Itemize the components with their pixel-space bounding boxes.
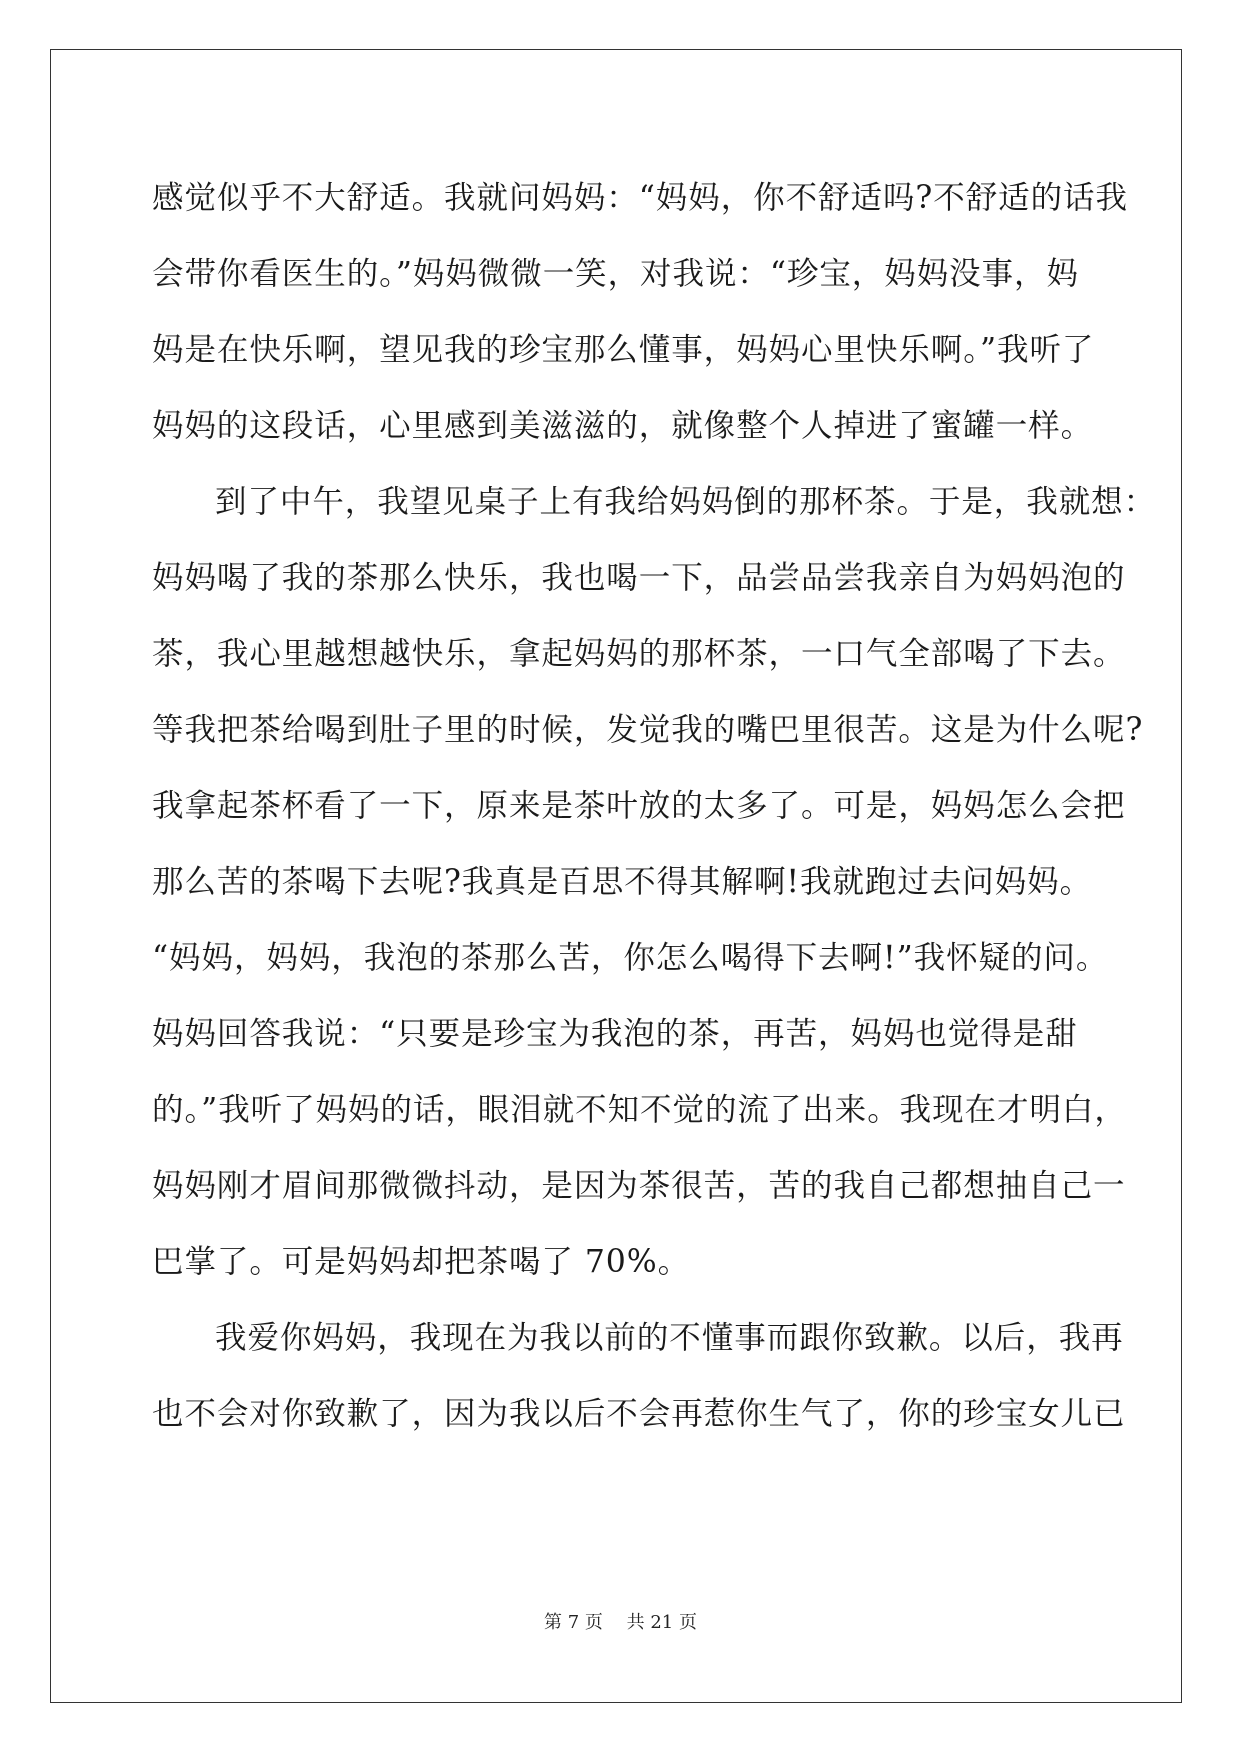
page-number-footer: 第 7 页 共 21 页 [544, 1612, 697, 1633]
text-line: 妈妈回答我说：“只要是珍宝为我泡的茶，再苦，妈妈也觉得是甜 [152, 1016, 1078, 1052]
text-line: 也不会对你致歉了，因为我以后不会再惹你生气了，你的珍宝女儿已 [152, 1396, 1126, 1432]
paragraph-first-line: 到了中午，我望见桌子上有我给妈妈倒的那杯茶。于是，我就想： [215, 484, 1157, 520]
text-line: “妈妈，妈妈，我泡的茶那么苦，你怎么喝得下去啊!”我怀疑的问。 [152, 940, 1109, 976]
text-line: 会带你看医生的。”妈妈微微一笑，对我说：“珍宝，妈妈没事，妈 [152, 256, 1079, 292]
text-line: 妈妈喝了我的茶那么快乐，我也喝一下，品尝品尝我亲自为妈妈泡的 [152, 560, 1126, 596]
text-line: 我拿起茶杯看了一下，原来是茶叶放的太多了。可是，妈妈怎么会把 [152, 788, 1126, 824]
text-line: 妈是在快乐啊，望见我的珍宝那么懂事，妈妈心里快乐啊。”我听了 [152, 332, 1095, 368]
text-line: 妈妈的这段话，心里感到美滋滋的，就像整个人掉进了蜜罐一样。 [152, 408, 1094, 444]
body-text [152, 160, 1157, 1452]
paragraph-first-line: 我爱你妈妈，我现在为我以前的不懂事而跟你致歉。以后，我再 [215, 1320, 1124, 1356]
text-line: 妈妈刚才眉间那微微抖动，是因为茶很苦，苦的我自己都想抽自己一 [152, 1168, 1126, 1204]
text-line: 感觉似乎不大舒适。我就问妈妈：“妈妈，你不舒适吗?不舒适的话我 [152, 180, 1128, 216]
text-line: 巴掌了。可是妈妈却把茶喝了 70%。 [152, 1244, 691, 1280]
text-line: 等我把茶给喝到肚子里的时候，发觉我的嘴巴里很苦。这是为什么呢? [152, 712, 1144, 748]
text-line: 的。”我听了妈妈的话，眼泪就不知不觉的流了出来。我现在才明白， [152, 1092, 1127, 1128]
text-line: 那么苦的茶喝下去呢?我真是百思不得其解啊!我就跑过去问妈妈。 [152, 864, 1093, 900]
text-line: 茶，我心里越想越快乐，拿起妈妈的那杯茶，一口气全部喝了下去。 [152, 636, 1126, 672]
